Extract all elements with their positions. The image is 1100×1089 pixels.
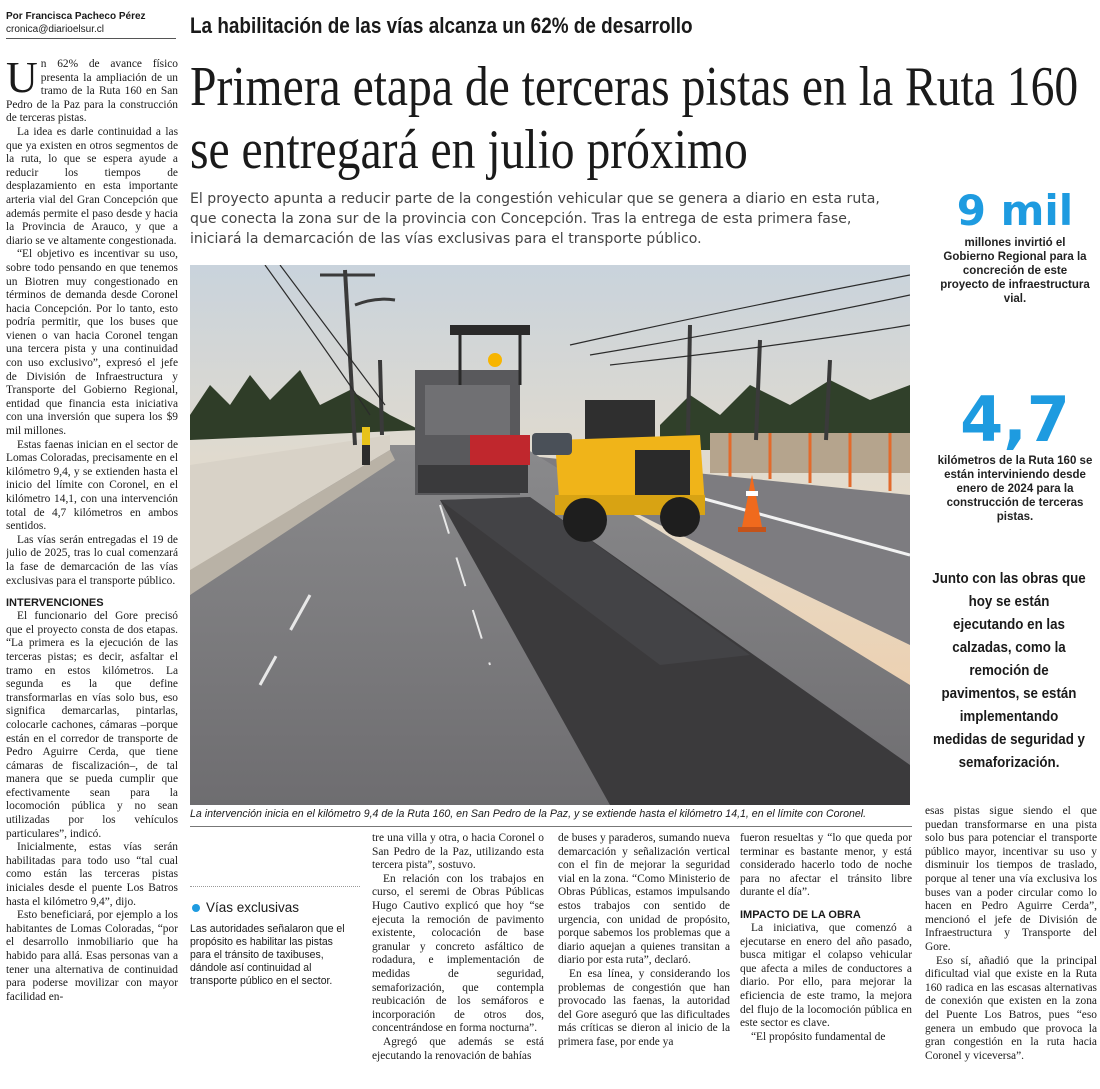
- stat-description: millones invirtió el Gobierno Regional para la concreción de este proyecto de infraestructura vial.: [940, 237, 1090, 305]
- body-paragraph: tre una villa y otra, o hacia Coronel o San Pedro de la Paz, utilizando esta tercera pista”, sostuvo.: [372, 832, 544, 872]
- stat-description: kilómetros de la Ruta 160 se están interviniendo desde enero de 2024 para la construcción de terceras pistas.: [937, 455, 1093, 523]
- pull-quote: Junto con las obras que hoy se están ejecutando en las calzadas, como la remoción de pavimentos, se están implementando medidas de seguridad y semaforización.: [932, 571, 1086, 771]
- road-works-illustration: [190, 265, 910, 805]
- body-paragraph: En relación con los trabajos en curso, el seremi de Obras Públicas Hugo Cautivo explicó que hoy “se ejecuta la remoción de pavimento existente, colocación de base granular y concreto asfáltico de rodadura, e implementación de medidas de seguridad, semaforización, que contempla reubicación de los semáforos e incorporación de otros dos, concentrándose en forma nocturna”.: [372, 872, 544, 1035]
- photo-caption: La intervención inicia en el kilómetro 9,4 de la Ruta 160, en San Pedro de la Paz, y se extiende hasta el kilómetro 14,1, en el límite con Coronel.: [190, 808, 867, 820]
- body-paragraph: n 62% de avance físico presenta la ampliación de un tramo de la Ruta 160 en San Pedro de la Paz para la construcción de terceras pistas.: [6, 58, 178, 125]
- stat-kilometers: [932, 383, 1098, 524]
- article-column-4: [740, 832, 912, 1088]
- article-column-1: [6, 58, 178, 1088]
- body-paragraph: Agregó que además se está ejecutando la renovación de bahías: [372, 1035, 544, 1062]
- byline-email[interactable]: cronica@diarioelsur.cl: [6, 23, 176, 39]
- body-paragraph: fueron resueltas y “lo que queda por terminar es bastante menor, y está considerado hacerlo todo de noche para no afectar el tránsito libre durante el día”.: [740, 832, 912, 899]
- kicker: La habilitación de las vías alcanza un 62% de desarrollo: [190, 13, 693, 38]
- sidebar-title: [190, 899, 360, 917]
- drop-cap: U: [6, 58, 38, 102]
- lead-paragraph: [6, 58, 178, 126]
- body-paragraph: La idea es darle continuidad a las que ya existen en otros segmentos de la ruta, lo que se espera ayude a reducir los tiempos de desplazamiento en esta importante arteria vial del Gran Concepción que además permite el paso desde y hacia la Provincia de Arauco, y que a diario se ve altamente congestionada.: [6, 125, 178, 247]
- caption-divider: [190, 826, 912, 827]
- stat-value: 9 mil: [956, 186, 1074, 235]
- bullet-dot-icon: [192, 904, 200, 912]
- body-paragraph: Estas faenas inician en el sector de Lomas Coloradas, precisamente en el kilómetro 9,4, y se extienden hasta el inicio del límite con Coronel, en el kilómetro 14,1, con una intervención total de 4,7 kilómetros en ambos sentidos.: [6, 438, 178, 533]
- body-paragraph: El funcionario del Gore precisó que el proyecto consta de dos etapas. “La primera es la ejecución de las terceras pistas; es decir, asfaltar el tramo en estos kilómetros. La segunda es la que define transformarlas en vías solo bus, eso significa demarcarlas, pintarlas, colocarle cachones, cámaras –porque están en el corredor de transporte de Pedro Aguirre Cerda, que tiene cámaras de fiscalización–, de tal manera que se pueda cumplir que efectivamente sean para la locomoción pública y no sean utilizadas por los vehículos particulares”, indicó.: [6, 610, 178, 840]
- body-paragraph: “El propósito fundamental de: [751, 1030, 886, 1043]
- byline-author: Por Francisca Pacheco Pérez: [6, 11, 146, 22]
- body-paragraph: La iniciativa, que comenzó a ejecutarse en enero del año pasado, busca mitigar el colapso vehicular que afecta a miles de conductores a diario. Por ello, para mejorar la eficiencia de este tramo, la mejora del flujo de la locomoción pública en este sector es clave.: [740, 921, 912, 1030]
- body-paragraph: esas pistas sigue siendo el que puedan transformarse en una pista solo bus para potenciar el transporte público mayor, incentivar su uso y disminuir los tiempos de traslado, porque al tener una vía exclusiva los buses van a poder circular como lo hacen en Pedro Aguirre Cerda”, mencionó el jefe de División de Infraestructura y Transporte del Gore.: [925, 805, 1097, 953]
- byline: [6, 10, 176, 39]
- article-column-3: [558, 832, 730, 1088]
- subhead-intervenciones: INTERVENCIONES: [6, 597, 104, 610]
- stat-investment: [940, 186, 1090, 306]
- sidebar-divider: [190, 886, 360, 887]
- stat-value: 4,7: [960, 383, 1070, 456]
- article-column-5: [925, 805, 1097, 1088]
- body-paragraph: Esto beneficiará, por ejemplo a los habitantes de Lomas Coloradas, “por el desarrollo inmobiliario que ha habido para allá. Esas personas van a tener una alternativa de continuidad para poderse movilizar con mayor facilidad en-: [6, 909, 178, 1003]
- body-paragraph: Eso sí, añadió que la principal dificultad vial que existe en la Ruta 160 radica en las escasas alternativas de conexión que existen en la zona del Puente Los Batros, pues “eso genera un embudo que provoca la gran congestión en la ruta hacia Coronel y viceversa”.: [925, 954, 1097, 1062]
- article-column-2: [372, 832, 544, 1088]
- sidebar-text: Las autoridades señalaron que el propósito es habilitar las pistas para el tránsito de taxibuses, dándole así continuidad al transporte público en el sector.: [190, 923, 345, 987]
- body-paragraph: de buses y paraderos, sumando nueva demarcación y señalización vertical con el fin de mejorar la seguridad vial en la zona. “Como Ministerio de Obras Públicas, estamos impulsando estos trabajos con sentido de urgencia, con unidad de propósito, porque sabemos los problemas que a diario aquejan a quienes transitan a diario por esta ruta”, declaró.: [558, 832, 730, 967]
- body-paragraph: Las vías serán entregadas el 19 de julio de 2025, tras lo cual comenzará la fase de demarcación de las vías exclusivas para el transporte público.: [6, 533, 178, 587]
- body-paragraph: En esa línea, y considerando los problemas de congestión que han provocado las faenas, la autoridad del Gore aseguró que las dificultades más críticas se dieron al inicio de la primera fase, por ende ya: [558, 967, 730, 1048]
- deck: El proyecto apunta a reducir parte de la congestión vehicular que se genera a diario en esta ruta, que conecta la zona sur de la provincia con Concepción. Tras la entrega de esta primera fase, iniciará la demarcación de las vías exclusivas para el transporte público.: [190, 190, 880, 247]
- sidebar-title-text: Vías exclusivas: [206, 900, 300, 915]
- sidebar-box: [190, 832, 360, 1088]
- body-paragraph: Inicialmente, estas vías serán habilitadas para todo uso “tal cual como están las terceras pistas iniciales desde el puente Los Batros hasta el kilómetro 9,4”, dijo.: [6, 841, 178, 908]
- headline: Primera etapa de terceras pistas en la Ruta 160 se entregará en julio próximo: [190, 56, 1079, 181]
- subhead-impacto: IMPACTO DE LA OBRA: [740, 908, 861, 921]
- road-works-photo: [190, 265, 910, 805]
- body-paragraph: “El objetivo es incentivar su uso, sobre todo pensando en que tenemos un Biotren muy congestionado en términos de demanda desde Coronel hacia Concepción. Por lo tanto, esto podría permitir, que los buses que vienen o van hacia Coronel tengan una tercera pista y una continuidad con uso exclusivo”, expresó el jefe de División de Infraestructura y Transporte del Gobierno Regional, entidad que financia esta iniciativa con una inversión que supera los $9 mil millones.: [6, 248, 178, 438]
